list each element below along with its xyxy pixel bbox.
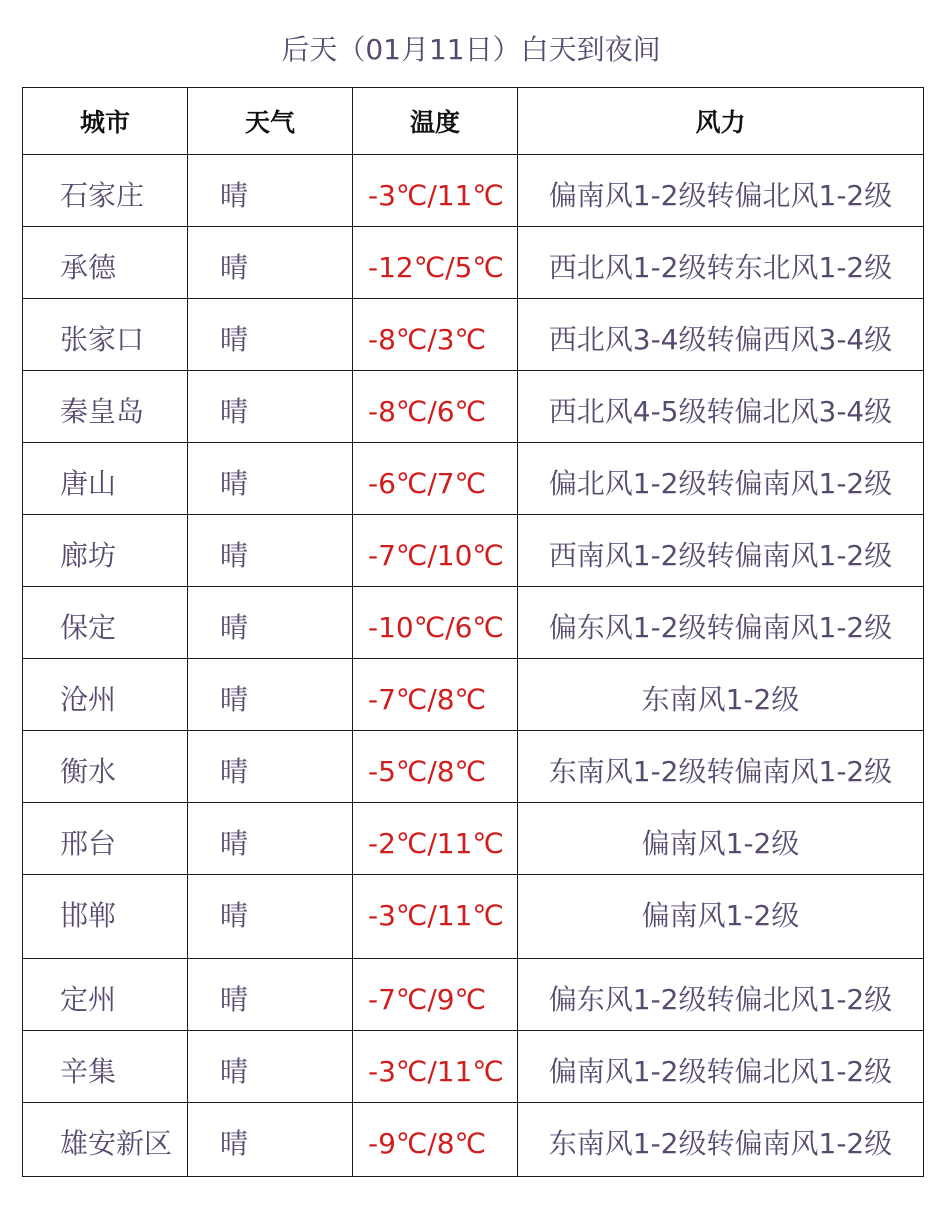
- wind-force: 东南风1-2级: [641, 683, 800, 716]
- city-name: 定州: [60, 983, 117, 1016]
- wind-force: 西北风4-5级转偏北风3-4级: [548, 395, 893, 428]
- wind-force: 偏南风1-2级转偏北风1-2级: [548, 179, 893, 212]
- wind-force: 偏南风1-2级: [641, 827, 800, 860]
- wind-force: 西北风3-4级转偏西风3-4级: [548, 323, 893, 356]
- temperature-range: -8℃/6℃: [368, 395, 487, 428]
- city-name: 衡水: [60, 755, 117, 788]
- table-row: [23, 227, 924, 299]
- weather-condition: 晴: [220, 755, 249, 788]
- city-name: 张家口: [60, 323, 145, 356]
- city-name: 廊坊: [60, 539, 117, 572]
- city-name: 承德: [60, 251, 117, 284]
- table-header-row: [23, 88, 924, 155]
- weather-condition: 晴: [220, 179, 249, 212]
- city-name: 邢台: [60, 827, 117, 860]
- weather-condition: 晴: [220, 1127, 249, 1160]
- wind-force: 西南风1-2级转偏南风1-2级: [548, 539, 893, 572]
- temperature-range: -7℃/10℃: [368, 539, 504, 572]
- wind-force: 偏东风1-2级转偏北风1-2级: [548, 983, 893, 1016]
- weather-condition: 晴: [220, 683, 249, 716]
- weather-condition: 晴: [220, 611, 249, 644]
- weather-condition: 晴: [220, 395, 249, 428]
- weather-condition: 晴: [220, 1055, 249, 1088]
- temperature-range: -7℃/9℃: [368, 983, 487, 1016]
- city-name: 石家庄: [60, 179, 145, 212]
- table-row: [23, 515, 924, 587]
- wind-force: 偏南风1-2级: [641, 899, 800, 932]
- header-weather: 天气: [188, 88, 353, 155]
- temperature-range: -2℃/11℃: [368, 827, 504, 860]
- table-row: [23, 1031, 924, 1103]
- city-name: 邯郸: [60, 899, 117, 932]
- city-name: 辛集: [60, 1055, 117, 1088]
- header-wind: 风力: [518, 88, 924, 155]
- city-name: 雄安新区: [60, 1127, 173, 1160]
- table-row: [23, 875, 924, 959]
- temperature-range: -3℃/11℃: [368, 899, 504, 932]
- temperature-range: -8℃/3℃: [368, 323, 487, 356]
- table-row: [23, 443, 924, 515]
- city-name: 沧州: [60, 683, 117, 716]
- weather-condition: 晴: [220, 467, 249, 500]
- table-row: [23, 731, 924, 803]
- wind-force: 偏南风1-2级转偏北风1-2级: [548, 1055, 893, 1088]
- city-name: 秦皇岛: [60, 395, 145, 428]
- table-row: [23, 371, 924, 443]
- weather-condition: 晴: [220, 983, 249, 1016]
- wind-force: 偏东风1-2级转偏南风1-2级: [548, 611, 893, 644]
- weather-condition: 晴: [220, 251, 249, 284]
- weather-condition: 晴: [220, 323, 249, 356]
- weather-condition: 晴: [220, 539, 249, 572]
- weather-condition: 晴: [220, 899, 249, 932]
- page-title: 后天（01月11日）白天到夜间: [281, 33, 661, 66]
- wind-force: 东南风1-2级转偏南风1-2级: [548, 755, 893, 788]
- weather-condition: 晴: [220, 827, 249, 860]
- temperature-range: -9℃/8℃: [368, 1127, 487, 1160]
- temperature-range: -10℃/6℃: [368, 611, 504, 644]
- table-row: [23, 803, 924, 875]
- header-temperature: 温度: [353, 88, 518, 155]
- table-row: [23, 1103, 924, 1177]
- temperature-range: -5℃/8℃: [368, 755, 487, 788]
- city-name: 唐山: [60, 467, 117, 500]
- temperature-range: -3℃/11℃: [368, 1055, 504, 1088]
- table-row: [23, 959, 924, 1031]
- city-name: 保定: [60, 611, 117, 644]
- wind-force: 西北风1-2级转东北风1-2级: [548, 251, 893, 284]
- table-row: [23, 659, 924, 731]
- table-row: [23, 587, 924, 659]
- header-city: 城市: [23, 88, 188, 155]
- temperature-range: -12℃/5℃: [368, 251, 504, 284]
- weather-forecast-table: [22, 87, 924, 1177]
- temperature-range: -3℃/11℃: [368, 179, 504, 212]
- temperature-range: -6℃/7℃: [368, 467, 487, 500]
- temperature-range: -7℃/8℃: [368, 683, 487, 716]
- table-row: [23, 299, 924, 371]
- wind-force: 东南风1-2级转偏南风1-2级: [548, 1127, 893, 1160]
- table-row: [23, 155, 924, 227]
- wind-force: 偏北风1-2级转偏南风1-2级: [548, 467, 893, 500]
